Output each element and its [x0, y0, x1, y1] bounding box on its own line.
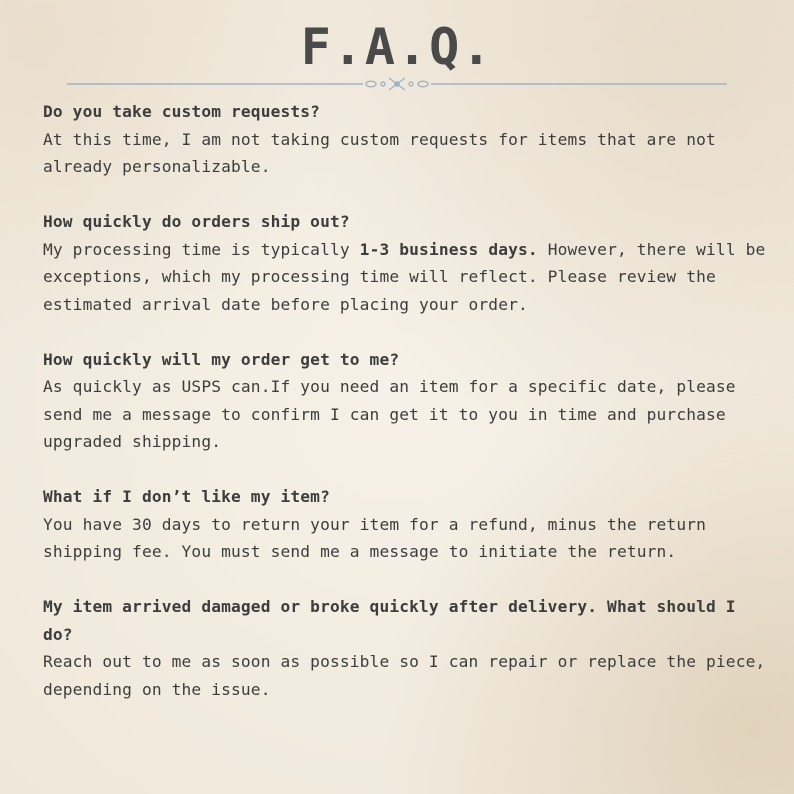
faq-question: How quickly do orders ship out?: [43, 212, 350, 231]
faq-question: What if I don’t like my item?: [43, 487, 330, 506]
faq-answer-text: However, there will be exceptions, which my processing time will reflect. Please review the estimated arrival date before placing your order.: [43, 239, 766, 314]
faq-question: How quickly will my order get to me?: [43, 349, 400, 369]
faq-item: [43, 98, 773, 181]
faq-item: [43, 483, 773, 566]
faq-answer-text: My processing time is typically: [43, 239, 360, 259]
faq-item: [43, 593, 773, 703]
faq-question: My item arrived damaged or broke quickly after delivery. What should I do?: [43, 597, 736, 644]
faq-answer: As quickly as USPS can.If you need an item for a specific date, please send me a message to confirm I can get it to you in time and purchase upgraded shipping.: [43, 377, 736, 451]
faq-answer: Reach out to me as soon as possible so I can repair or replace the piece, depending on the issue.: [43, 652, 766, 699]
faq-answer: [43, 236, 773, 319]
ornament-icon: [366, 78, 428, 90]
ornament-divider: [67, 76, 727, 92]
faq-answer: You have 30 days to return your item for a refund, minus the return shipping fee. You must send me a message to initiate the return.: [43, 514, 707, 561]
faq-answer: At this time, I am not taking custom requests for items that are not already personalizable.: [43, 129, 716, 176]
faq-list: [43, 98, 773, 731]
faq-item: [43, 346, 773, 456]
faq-question: Do you take custom requests?: [43, 102, 321, 121]
faq-item: [43, 208, 773, 318]
page-title: F.A.Q.: [300, 18, 494, 76]
faq-answer-highlight: 1-3 business days.: [359, 239, 538, 259]
